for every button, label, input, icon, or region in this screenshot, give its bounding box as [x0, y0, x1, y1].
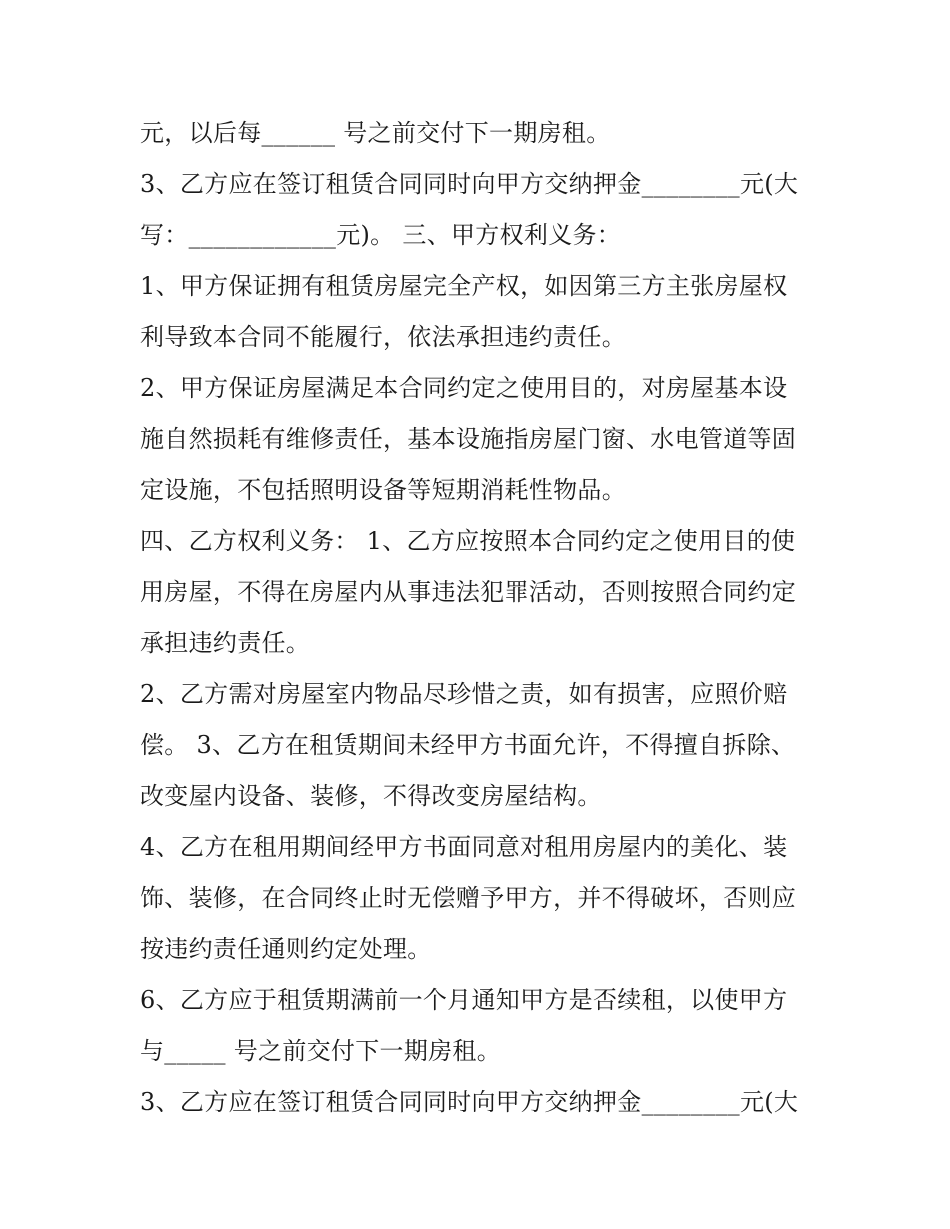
text-line: 定设施，不包括照明设备等短期消耗性物品。: [140, 476, 626, 504]
text-line: 承担违约责任。: [140, 629, 311, 657]
text-line: 3、乙方应在签订租赁合同同时向甲方交纳押金________元(大: [140, 1088, 799, 1116]
text-line: 按违约责任通则约定处理。: [140, 935, 432, 963]
text-line: 元，以后每______ 号之前交付下一期房租。: [140, 119, 611, 147]
contract-text: [140, 108, 830, 1128]
text-line: 施自然损耗有维修责任，基本设施指房屋门窗、水电管道等固: [140, 425, 797, 453]
text-line: 4、乙方在租用期间经甲方书面同意对租用房屋内的美化、装: [140, 833, 788, 861]
text-line: 1、甲方保证拥有租赁房屋完全产权，如因第三方主张房屋权: [140, 272, 788, 300]
text-line: 用房屋，不得在房屋内从事违法犯罪活动，否则按照合同约定: [140, 578, 797, 606]
text-line: 饰、装修，在合同终止时无偿赠予甲方，并不得破坏，否则应: [140, 884, 797, 912]
text-line: 6、乙方应于租赁期满前一个月通知甲方是否续租，以使甲方: [140, 986, 788, 1014]
text-line: 3、乙方应在签订租赁合同同时向甲方交纳押金________元(大: [140, 170, 799, 198]
text-line: 2、乙方需对房屋室内物品尽珍惜之责，如有损害，应照价赔: [140, 680, 788, 708]
text-line: 与_____ 号之前交付下一期房租。: [140, 1037, 502, 1065]
text-line: 偿。 3、乙方在租赁期间未经甲方书面允许，不得擅自拆除、: [140, 731, 796, 759]
text-line: 写：____________元)。 三、甲方权利义务：: [140, 221, 622, 249]
text-line: 四、乙方权利义务： 1、乙方应按照本合同约定之使用目的使: [140, 527, 796, 555]
text-line: 改变屋内设备、装修，不得改变房屋结构。: [140, 782, 602, 810]
text-line: 利导致本合同不能履行，依法承担违约责任。: [140, 323, 626, 351]
text-line: 2、甲方保证房屋满足本合同约定之使用目的，对房屋基本设: [140, 374, 788, 402]
